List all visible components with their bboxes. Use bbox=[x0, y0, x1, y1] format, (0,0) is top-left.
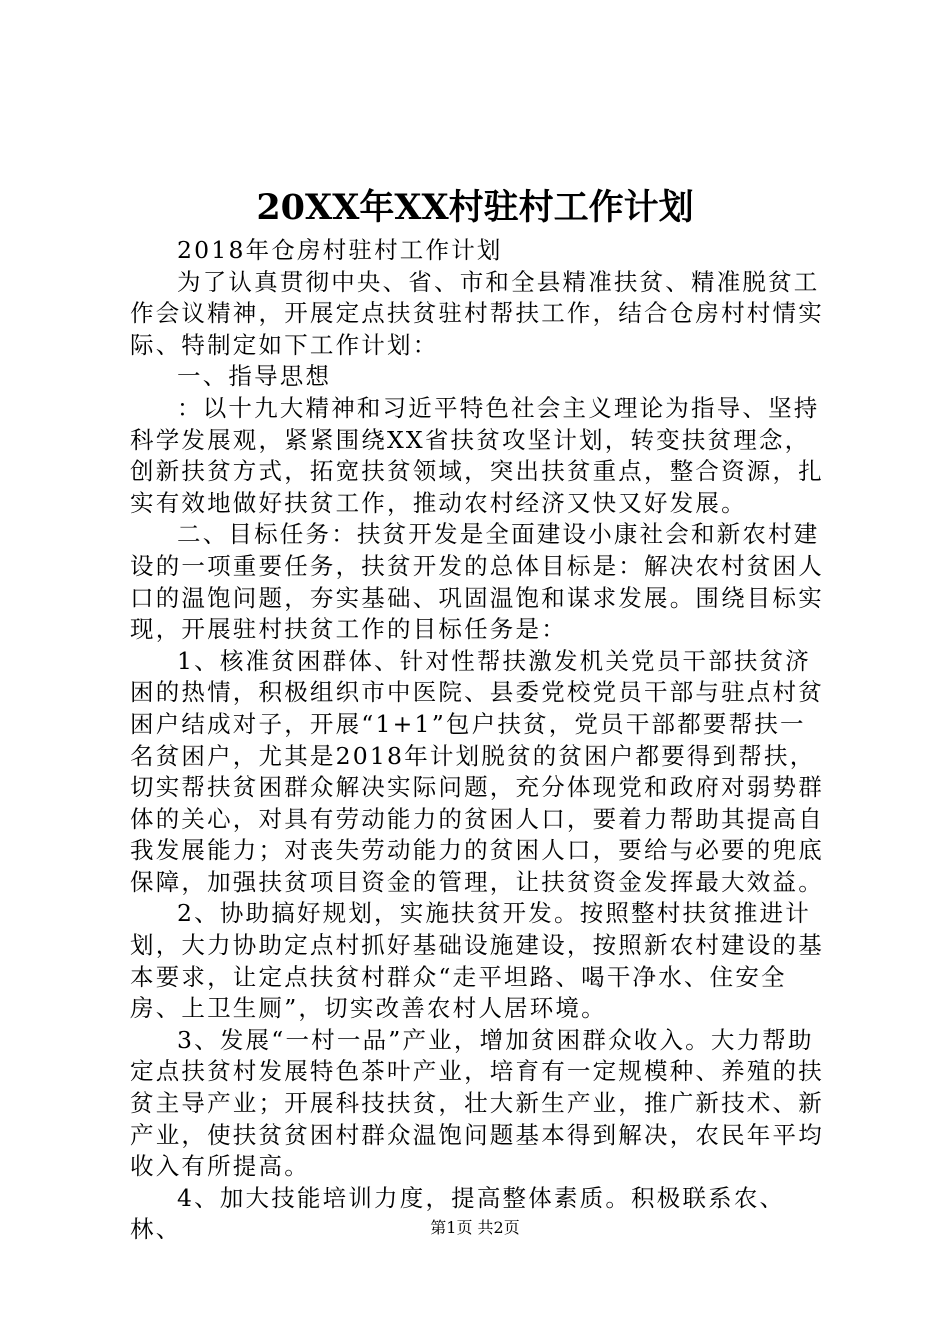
paragraph-item-3: 3、发展“一村一品”产业，增加贫困群众收入。大力帮助定点扶贫村发展特色茶叶产业，培育有一定规模种、养殖的扶贫主导产业；开展科技扶贫，壮大新生产业，推广新技术、新产业，使扶贫贫困村群众温饱问题基本得到解决，农民年平均收入有所提高。 bbox=[130, 1025, 824, 1181]
paragraph-subtitle: 2018年仓房村驻村工作计划 bbox=[177, 236, 503, 264]
paragraph-item-4: 4、加大技能培训力度，提高整体素质。积极联系农、林、 bbox=[130, 1183, 786, 1244]
page-indicator: 第1页 共2页 bbox=[430, 1218, 520, 1237]
paragraph-goals-tasks: 二、目标任务：扶贫开发是全面建设小康社会和新农村建设的一项重要任务，扶贫开发的总体目标是：解决农村贫困人口的温饱问题，夯实基础、巩固温饱和谋求发展。围绕目标实现，开展驻村扶贫工作的目标任务是： bbox=[130, 520, 824, 644]
paragraph-item-1: 1、核准贫困群体、针对性帮扶激发机关党员干部扶贫济困的热情，积极组织市中医院、县委党校党员干部与驻点村贫困户结成对子，开展“1+1”包户扶贫，党员干部都要帮扶一名贫困户，尤其是2018年计划脱贫的贫困户都要得到帮扶，切实帮扶贫困群众解决实际问题，充分体现党和政府对弱势群体的关心，对具有劳动能力的贫困人口，要着力帮助其提高自我发展能力；对丧失劳动能力的贫困人口，要给与必要的兜底保障，加强扶贫项目资金的管理，让扶贫资金发挥最大效益。 bbox=[130, 646, 824, 896]
paragraph-intro: 为了认真贯彻中央、省、市和全县精准扶贫、精准脱贫工作会议精神，开展定点扶贫驻村帮扶工作，结合仓房村村情实际、特制定如下工作计划： bbox=[130, 267, 824, 359]
document-body bbox=[130, 235, 830, 1246]
paragraph-guiding-ideology: ：以十九大精神和习近平特色社会主义理论为指导、坚持科学发展观，紧紧围绕XX省扶贫攻坚计划，转变扶贫理念，创新扶贫方式，拓宽扶贫领域，突出扶贫重点，整合资源，扎实有效地做好扶贫工作，推动农村经济又快又好发展。 bbox=[130, 393, 824, 517]
document-title: 20XX年XX村驻村工作计划 bbox=[256, 187, 694, 228]
paragraph-item-2: 2、协助搞好规划，实施扶贫开发。按照整村扶贫推进计划，大力协助定点村抓好基础设施建设，按照新农村建设的基本要求，让定点扶贫村群众“走平坦路、喝干净水、住安全房、上卫生厕”，切实改善农村人居环境。 bbox=[130, 899, 824, 1023]
section-heading-guiding-ideology: 一、指导思想 bbox=[177, 362, 332, 391]
